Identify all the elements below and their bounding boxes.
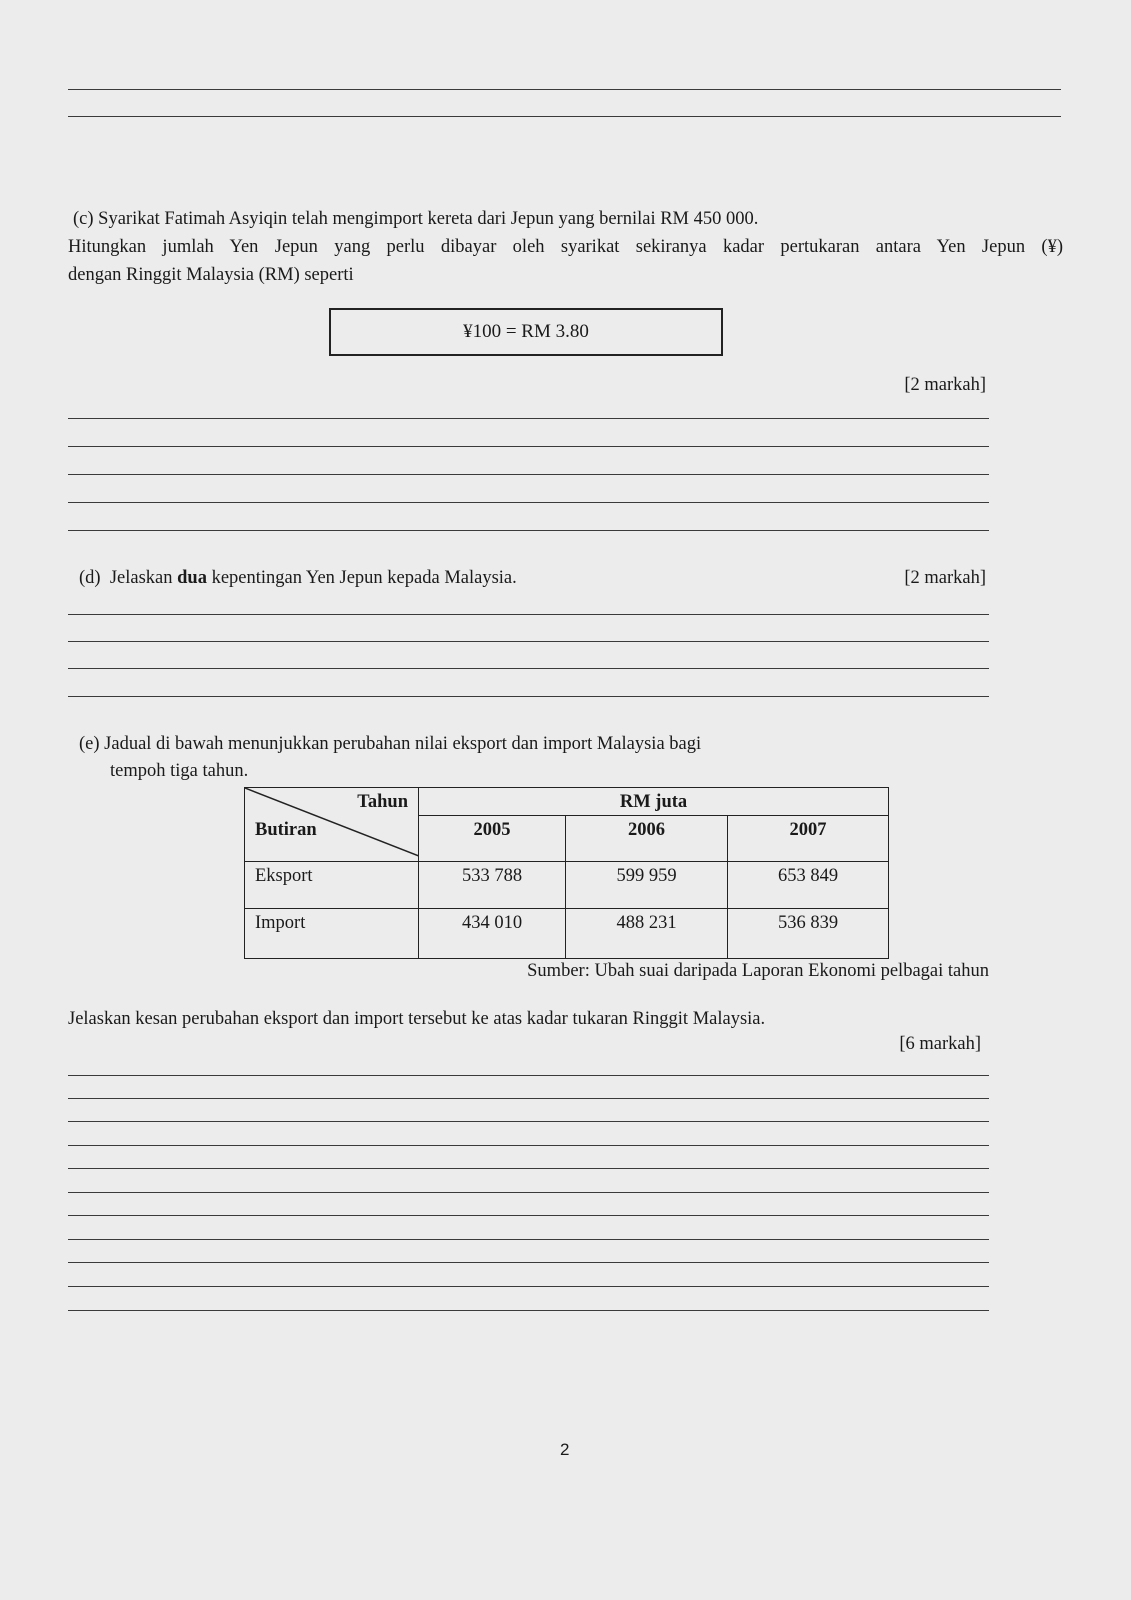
part-e-question: Jelaskan kesan perubahan eksport dan import tersebut ke atas kadar tukaran Ringgit Malaysia. (68, 1009, 766, 1029)
part-d-bold-word: dua (177, 568, 207, 588)
year-header: 2005 (419, 816, 566, 862)
answer-line (68, 446, 989, 447)
answer-line (68, 668, 989, 669)
answer-line (68, 1262, 989, 1263)
part-c-line2: Hitungkan jumlah Yen Jepun yang perlu dibayar oleh syarikat sekiranya kadar pertukaran antara Yen Jepun (¥) (68, 237, 1063, 257)
part-e-marks: [6 markah] (899, 1034, 981, 1054)
row-label: Eksport (245, 862, 419, 908)
group-header: RM juta (419, 788, 889, 816)
exchange-rate-box (329, 308, 723, 356)
table-source: Sumber: Ubah suai daripada Laporan Ekonomi pelbagai tahun (527, 961, 989, 981)
part-e-line1: (e) Jadual di bawah menunjukkan perubahan nilai eksport dan import Malaysia bagi (79, 734, 702, 754)
year-header: 2006 (566, 816, 728, 862)
table-cell: 653 849 (728, 862, 889, 908)
answer-line (68, 1286, 989, 1287)
answer-line (68, 1310, 989, 1311)
table-row (245, 862, 889, 908)
answer-line (68, 1215, 989, 1216)
answer-line (68, 1192, 989, 1193)
part-c-marks: [2 markah] (904, 375, 986, 395)
answer-line (68, 1239, 989, 1240)
corner-top-label: Tahun (357, 792, 408, 812)
corner-bottom-label: Butiran (255, 820, 317, 840)
year-header: 2007 (728, 816, 889, 862)
answer-line (68, 530, 989, 531)
table-corner-header (245, 788, 419, 862)
part-d-question (79, 569, 517, 588)
answer-line (68, 1168, 989, 1169)
part-d-marks: [2 markah] (904, 568, 986, 588)
table-row (245, 908, 889, 958)
answer-line (68, 614, 989, 615)
part-c-line1: (c) Syarikat Fatimah Asyiqin telah mengimport kereta dari Jepun yang bernilai RM 450 000. (73, 209, 759, 229)
page-number: 2 (560, 1440, 570, 1459)
answer-line (68, 116, 1061, 117)
exchange-rate-text: ¥100 = RM 3.80 (463, 321, 589, 342)
answer-line (68, 89, 1061, 90)
table-cell: 434 010 (419, 908, 566, 958)
table-cell: 533 788 (419, 862, 566, 908)
answer-line (68, 1121, 989, 1122)
answer-line (68, 641, 989, 642)
table-cell: 488 231 (566, 908, 728, 958)
row-label: Import (245, 908, 419, 958)
part-d-suffix: kepentingan Yen Jepun kepada Malaysia. (206, 568, 517, 588)
part-c-line3: dengan Ringgit Malaysia (RM) seperti (68, 265, 354, 285)
table-cell: 599 959 (566, 862, 728, 908)
answer-line (68, 696, 989, 697)
answer-line (68, 474, 989, 475)
part-d-prefix: (d) Jelaskan (79, 568, 178, 588)
answer-line (68, 502, 989, 503)
answer-line (68, 1145, 989, 1146)
answer-line (68, 1098, 989, 1099)
export-import-table (244, 787, 889, 959)
answer-line (68, 418, 989, 419)
table-cell: 536 839 (728, 908, 889, 958)
part-e-line2: tempoh tiga tahun. (110, 761, 249, 781)
answer-line (68, 1075, 989, 1076)
